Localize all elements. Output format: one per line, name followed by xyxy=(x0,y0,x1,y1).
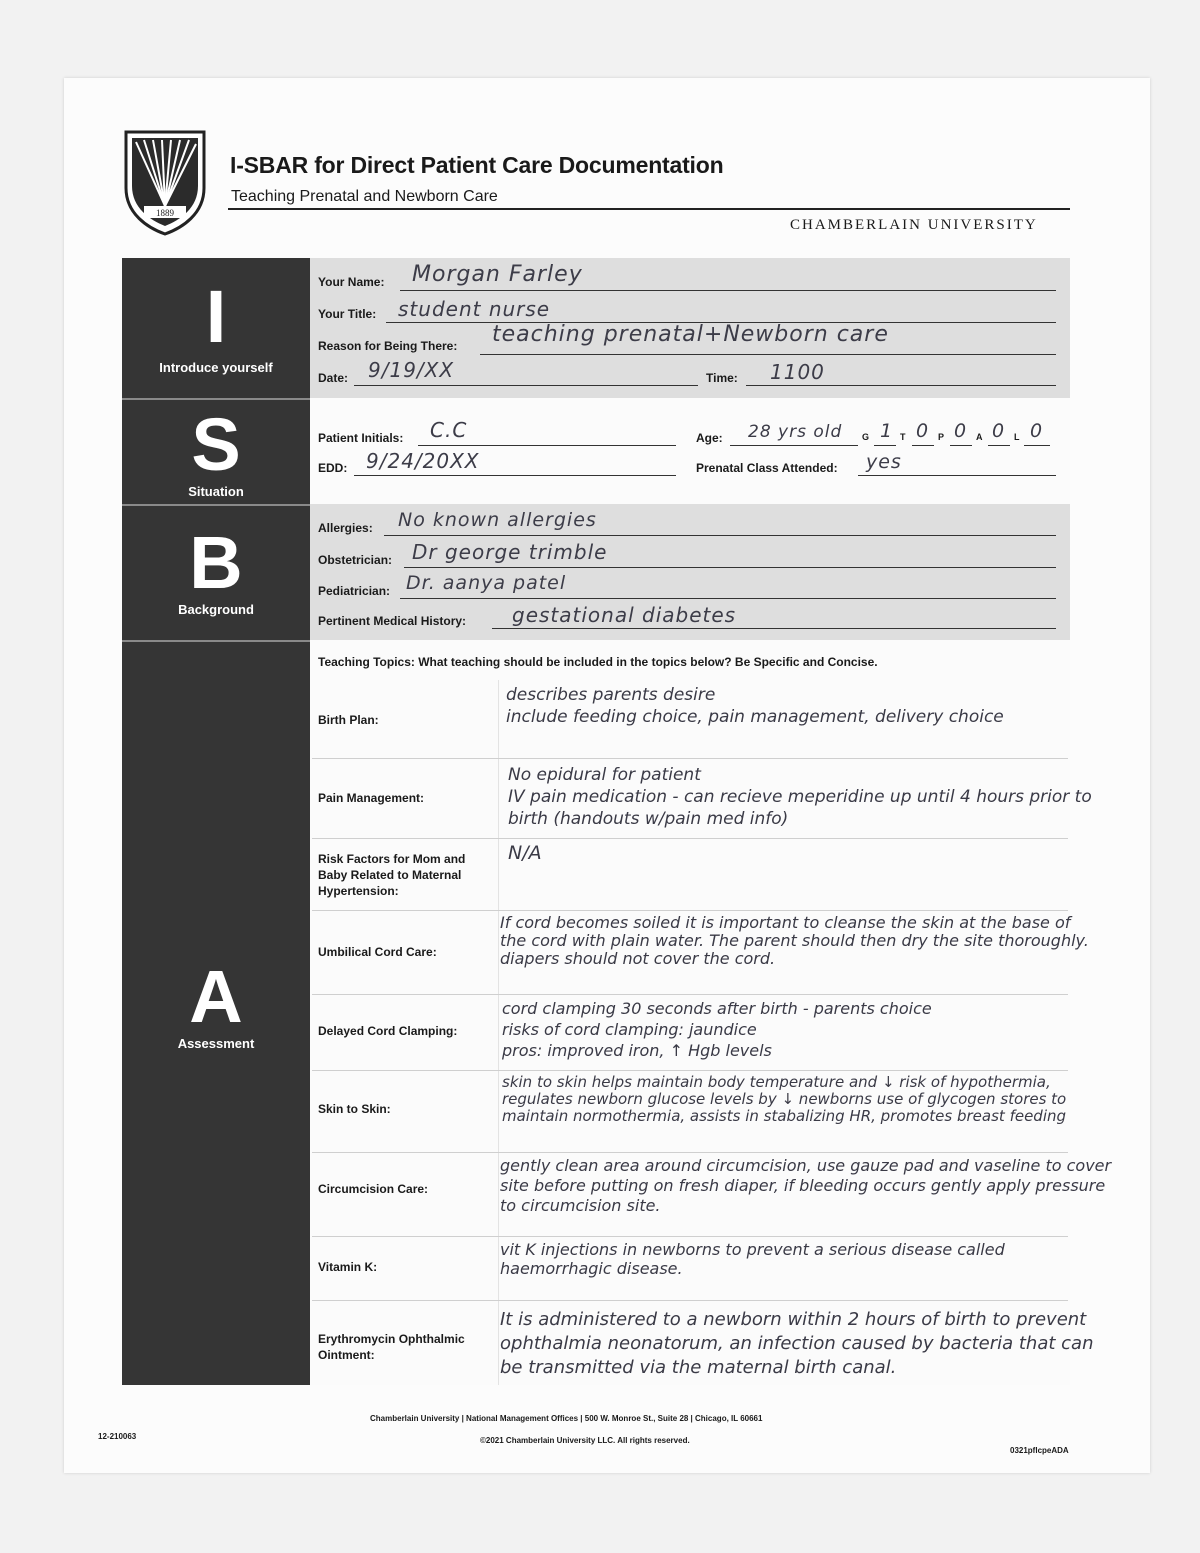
row-divider xyxy=(312,1300,1068,1301)
section-b-caption: Background xyxy=(178,602,254,617)
birth-plan-notes: describes parents desire include feeding choice, pain management, delivery choice xyxy=(506,685,1004,727)
row-divider xyxy=(312,838,1068,839)
prenatal-class-label: Prenatal Class Attended: xyxy=(696,461,838,475)
obstetrician-line xyxy=(404,567,1056,568)
umbilical-cord-care-label: Umbilical Cord Care: xyxy=(318,945,437,959)
title-value: student nurse xyxy=(398,297,551,321)
gtpal-a-label: A xyxy=(976,432,983,442)
time-value: 1100 xyxy=(770,360,825,384)
row-divider xyxy=(312,758,1068,759)
section-s-caption: Situation xyxy=(188,484,244,499)
umbilical-cord-care-notes: If cord becomes soiled it is important to cleanse the skin at the base of the cord with plain water. The parent should then dry the site thoroughly. diapers should not cover the cord. xyxy=(500,913,1089,968)
gtpal-p-line xyxy=(950,445,972,446)
initials-value: C.C xyxy=(430,418,468,442)
chamberlain-shield-logo xyxy=(122,128,208,236)
circumcision-care-label: Circumcision Care: xyxy=(318,1182,429,1196)
time-label: Time: xyxy=(706,371,738,385)
gtpal-l-value: 0 xyxy=(1030,420,1044,442)
initials-label: Patient Initials: xyxy=(318,431,404,445)
gtpal-l-line xyxy=(1024,445,1050,446)
delayed-cord-clamping-notes: cord clamping 30 seconds after birth - parents choice risks of cord clamping: jaundice pros: improved iron, ↑ Hgb levels xyxy=(502,999,932,1060)
gtpal-g-line xyxy=(874,445,896,446)
teaching-instructions: Teaching Topics: What teaching should be included in the topics below? Be Specific and Concise. xyxy=(318,655,878,669)
name-label: Your Name: xyxy=(318,275,385,289)
section-b-band xyxy=(122,506,310,640)
edd-value: 9/24/20XX xyxy=(366,449,480,473)
obstetrician-label: Obstetrician: xyxy=(318,553,393,567)
birth-plan-label: Birth Plan: xyxy=(318,713,379,727)
row-divider xyxy=(312,1070,1068,1071)
prenatal-class-line xyxy=(858,475,1056,476)
vitamin-k-label: Vitamin K: xyxy=(318,1260,378,1274)
svg-text:1889: 1889 xyxy=(156,208,174,218)
footer-right-code: 0321pflcpeADA xyxy=(1010,1446,1069,1455)
date-value: 9/19/XX xyxy=(368,358,455,382)
pediatrician-line xyxy=(400,598,1056,599)
footer-left-code: 12-210063 xyxy=(98,1432,137,1441)
section-a-letter: A xyxy=(189,955,243,1038)
name-line xyxy=(400,290,1056,291)
gtpal-l-label: L xyxy=(1014,432,1020,442)
row-divider xyxy=(312,910,1068,911)
date-label: Date: xyxy=(318,371,349,385)
vitamin-k-notes: vit K injections in newborns to prevent a serious disease called haemorrhagic disease. xyxy=(500,1240,1005,1278)
header-rule xyxy=(228,208,1070,210)
university-name: CHAMBERLAIN UNIVERSITY xyxy=(790,217,1038,233)
pain-management-label: Pain Management: xyxy=(318,791,425,805)
pediatrician-value: Dr. aanya patel xyxy=(406,572,567,594)
edd-label: EDD: xyxy=(318,461,348,475)
date-line xyxy=(354,385,698,386)
gtpal-t-value: 0 xyxy=(916,420,930,442)
document-subtitle: Teaching Prenatal and Newborn Care xyxy=(231,188,498,205)
delayed-cord-clamping-label: Delayed Cord Clamping: xyxy=(318,1024,458,1038)
column-separator xyxy=(498,680,499,1385)
allergies-value: No known allergies xyxy=(398,509,597,531)
section-s-band xyxy=(122,400,310,504)
erythromycin-notes: It is administered to a newborn within 2 hours of birth to prevent ophthalmia neonatorum, an infection caused by bacteria that can be transmitted via the maternal birth canal. xyxy=(500,1309,1094,1378)
age-line xyxy=(730,445,858,446)
reason-line xyxy=(480,354,1056,355)
history-line xyxy=(492,628,1056,629)
obstetrician-value: Dr george trimble xyxy=(412,540,608,564)
gtpal-g-value: 1 xyxy=(880,420,894,442)
section-a-band xyxy=(122,642,310,1385)
skin-to-skin-label: Skin to Skin: xyxy=(318,1102,391,1116)
age-value: 28 yrs old xyxy=(748,422,843,442)
circumcision-care-notes: gently clean area around circumcision, use gauze pad and vaseline to cover site before putting on fresh diaper, if bleeding occurs gently apply pressure to circumcision site. xyxy=(500,1156,1112,1215)
section-b-letter: B xyxy=(189,521,243,604)
age-label: Age: xyxy=(696,431,723,445)
title-label: Your Title: xyxy=(318,307,377,321)
edd-line xyxy=(354,475,676,476)
pediatrician-label: Pediatrician: xyxy=(318,584,391,598)
document-title: I-SBAR for Direct Patient Care Documentation xyxy=(230,152,724,178)
risk-factors-notes: N/A xyxy=(508,842,542,864)
pain-management-notes: No epidural for patient IV pain medication - can recieve meperidine up until 4 hours prior to birth (handouts w/pain med info) xyxy=(508,765,1092,829)
name-value: Morgan Farley xyxy=(412,262,583,287)
gtpal-t-label: T xyxy=(900,432,906,442)
history-label: Pertinent Medical History: xyxy=(318,614,467,628)
prenatal-class-value: yes xyxy=(866,451,902,473)
gtpal-p-label: P xyxy=(938,432,945,442)
section-a-caption: Assessment xyxy=(177,1036,255,1051)
row-divider xyxy=(312,1152,1068,1153)
row-divider xyxy=(312,1236,1068,1237)
history-value: gestational diabetes xyxy=(512,603,737,627)
reason-label: Reason for Being There: xyxy=(318,339,458,353)
row-divider xyxy=(312,994,1068,995)
allergies-line xyxy=(384,535,1056,536)
section-i-letter: I xyxy=(205,275,227,358)
erythromycin-label: Erythromycin Ophthalmic Ointment: xyxy=(318,1332,465,1362)
gtpal-a-line xyxy=(988,445,1010,446)
risk-factors-label: Risk Factors for Mom and Baby Related to Maternal Hypertension: xyxy=(318,852,466,898)
gtpal-t-line xyxy=(912,445,934,446)
time-line xyxy=(746,385,1056,386)
initials-line xyxy=(418,445,676,446)
reason-value: teaching prenatal+Newborn care xyxy=(492,322,889,347)
section-s-letter: S xyxy=(191,403,241,486)
skin-to-skin-notes: skin to skin helps maintain body temperature and ↓ risk of hypothermia, regulates newborn glucose levels by ↓ newborns use of glycogen stores to maintain normothermia, assists in stabalizing HR, promotes breast feeding xyxy=(502,1073,1067,1125)
section-i-caption: Introduce yourself xyxy=(159,360,273,375)
section-i-band xyxy=(122,258,310,398)
gtpal-a-value: 0 xyxy=(992,420,1006,442)
gtpal-p-value: 0 xyxy=(954,420,968,442)
allergies-label: Allergies: xyxy=(318,521,373,535)
footer-copyright: ©2021 Chamberlain University LLC. All rights reserved. xyxy=(480,1436,690,1445)
gtpal-g-label: G xyxy=(862,432,870,442)
footer-address: Chamberlain University | National Management Offices | 500 W. Monroe St., Suite 28 | Chicago, IL 60661 xyxy=(370,1414,763,1423)
